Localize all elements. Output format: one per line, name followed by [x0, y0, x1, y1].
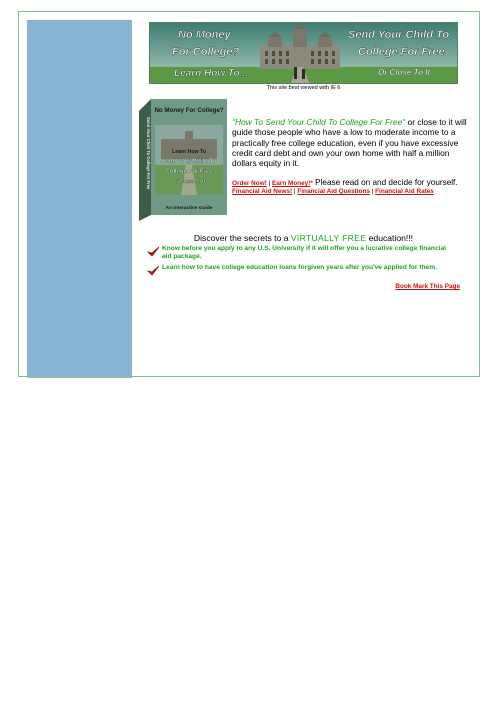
banner-right-line3: Or Close To It [378, 68, 431, 77]
checkmark-icon [147, 246, 160, 258]
left-sidebar [27, 20, 132, 378]
banner-graphic [150, 23, 458, 84]
checklist-text: Learn how to have college education loans forgiven years after you've applied for them. [162, 264, 437, 271]
intro-paragraph [232, 117, 474, 168]
links-row-1 [232, 178, 482, 187]
financial-aid-rates-link[interactable]: Financial Aid Rates [375, 188, 434, 195]
checkmark-icon [147, 265, 160, 277]
links-row-2 [232, 188, 482, 195]
earn-money-link[interactable]: Earn Money! [272, 180, 311, 187]
banner-left-line1: No Money [178, 29, 231, 41]
browser-note: This site best viewed with IE 6 [266, 85, 341, 91]
ebook-cover-image [137, 97, 229, 221]
book-line4: Or Close To It [172, 179, 206, 185]
header-banner [149, 22, 458, 84]
virtually-free-highlight: VIRTUALLY FREE [290, 233, 367, 243]
discover-prefix: Discover the secrets to a [193, 233, 291, 243]
book-title-top: No Money For College? [154, 107, 224, 114]
checklist-item [147, 264, 457, 284]
checklist-item [147, 245, 457, 265]
order-now-link[interactable]: Order Now! [232, 180, 267, 187]
book-line3: College For Free [165, 169, 213, 175]
banner-right-line2: College For Free [358, 46, 445, 58]
link-separator: | [266, 180, 273, 187]
discover-suffix: education!!! [366, 233, 414, 243]
intro-body: or close to it will guide those people who have a low to moderate income to a practically free college education, even if you have excessive credit card debt and own your own home with half a million dollars equity in it. [232, 117, 467, 169]
discover-heading [149, 233, 458, 243]
book-line2: Send Your Child To [161, 159, 217, 165]
link-separator: | [292, 188, 298, 195]
financial-aid-news-link[interactable]: Financial Aid News! [232, 188, 293, 195]
checklist-text: Know before you apply to any U.S. University if it will offer you a lucrative college financial aid package. [162, 245, 446, 261]
book-line5: An Interactive Guide [165, 206, 213, 211]
bookmark-row [380, 283, 460, 290]
banner-right-line1: Send Your Child To [348, 29, 450, 41]
book-line1: Learn How To [172, 149, 206, 155]
banner-left-line3: Learn How To... [174, 68, 249, 79]
frame-bottom-border [18, 376, 480, 377]
book-spine-text: Send Your Child To College For Free [146, 117, 151, 190]
read-on-text: Please read on and decide for yourself. [312, 178, 458, 187]
financial-aid-questions-link[interactable]: Financial Aid Questions [297, 188, 370, 195]
asterisk: * [310, 180, 313, 187]
link-separator: | [369, 188, 376, 195]
book-title-quote: "How To Send Your Child To College For Free" [232, 117, 406, 127]
bookmark-link[interactable]: Book Mark This Page [395, 283, 460, 290]
banner-left-line2: For College? [172, 46, 240, 58]
